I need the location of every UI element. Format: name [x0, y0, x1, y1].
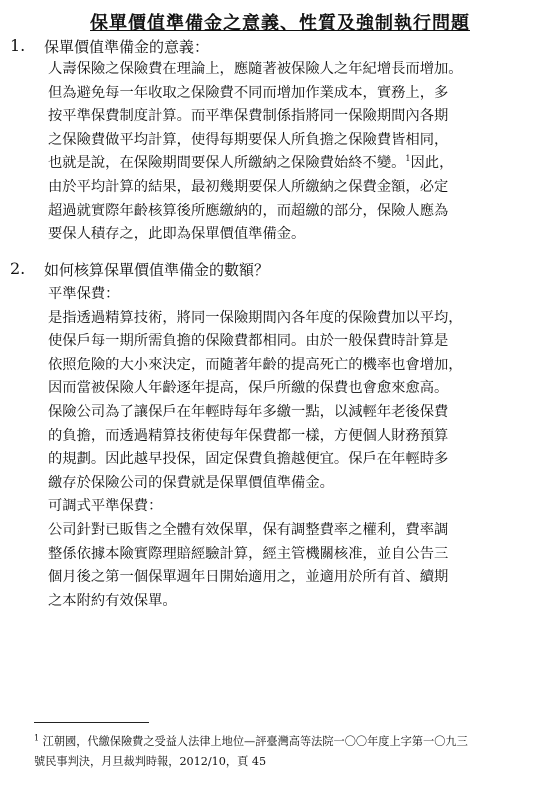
paragraph-line: 按平準保費制度計算。而平準保費制係指將同一保險期間內各期 [48, 108, 449, 125]
section-number: 1. [10, 36, 26, 55]
footnote-text: 江朝國，代繳保險費之受益人法律上地位—評臺灣高等法院一〇〇年度上字第一〇九三 [42, 735, 468, 748]
footnote-divider [34, 722, 149, 723]
line-text: 也就是說，在保險期間要保人所繳納之保險費始終不變。 [48, 155, 406, 172]
paragraph-line: 整係依據本險實際理賠經驗計算，經主管機關核准，並自公告三 [48, 545, 449, 562]
paragraph-line: 繳存於保險公司的保費就是保單價值準備金。 [48, 474, 334, 491]
section-2-body [48, 283, 463, 613]
paragraph-line: 使保戶每一期所需負擔的保險費都相同。由於一般保費時計算是 [48, 333, 449, 350]
section-number: 2. [10, 259, 26, 278]
footnote-line [34, 732, 468, 752]
footnote-line: 號民事判決，月旦裁判時報，2012/10，頁 45 [34, 755, 267, 768]
paragraph-line: 因而當被保險人年齡逐年提高，保戶所繳的保費也會愈來愈高。 [48, 380, 449, 397]
paragraph-line: 由於平均計算的結果，最初幾期要保人所繳納之保費金額，必定 [48, 178, 449, 195]
paragraph-line: 之保險費做平均計算，使得每期要保人所負擔之保險費皆相同， [48, 131, 449, 148]
footnote-mark: 1 [34, 733, 40, 743]
paragraph-line: 要保人積存之，此即為保單價值準備金。 [48, 226, 306, 243]
paragraph-line: 但為避免每一年收取之保險費不同而增加作業成本，實務上，多 [48, 84, 449, 101]
paragraph-line [48, 152, 463, 176]
paragraph-line: 是指透過精算技術，將同一保險期間內各年度的保險費加以平均， [48, 309, 463, 326]
paragraph-line: 保險公司為了讓保戶在年輕時每年多繳一點，以減輕年老後保費 [48, 403, 449, 420]
section-heading: 保單價值準備金的意義： [44, 38, 210, 56]
paragraph-line: 超過就實際年齡核算後所應繳納的，而超繳的部分，保險人應為 [48, 202, 449, 219]
footnote-reference[interactable]: 1 [405, 154, 411, 164]
footnote [34, 732, 468, 772]
paragraph-line: 依照危險的大小來決定，而隨著年齡的提高死亡的機率也會增加， [48, 356, 463, 373]
section-heading: 如何核算保單價值準備金的數額？ [44, 261, 270, 279]
paragraph-line: 人壽保險之保險費在理論上，應隨著被保險人之年紀增長而增加。 [48, 61, 463, 77]
paragraph-line: 的負擔，而透過精算技術使每年保費都一樣，方便個人財務預算 [48, 427, 449, 444]
page-title: 保單價值準備金之意義、性質及強制執行問題 [90, 13, 470, 34]
paragraph-line: 之本附約有效保單。 [48, 592, 177, 609]
subheading: 平準保費： [48, 286, 120, 302]
paragraph-line: 公司針對已販售之全體有效保單，保有調整費率之權利，費率調 [48, 521, 449, 538]
subheading: 可調式平準保費： [48, 498, 163, 515]
section-1-body [48, 58, 463, 247]
line-text: 因此， [410, 155, 454, 172]
paragraph-line: 的規劃。因此越早投保，固定保費負擔越便宜。保戶在年輕時多 [48, 451, 449, 468]
paragraph-line: 個月後之第一個保單週年日開始適用之，並適用於所有首、續期 [48, 569, 449, 586]
